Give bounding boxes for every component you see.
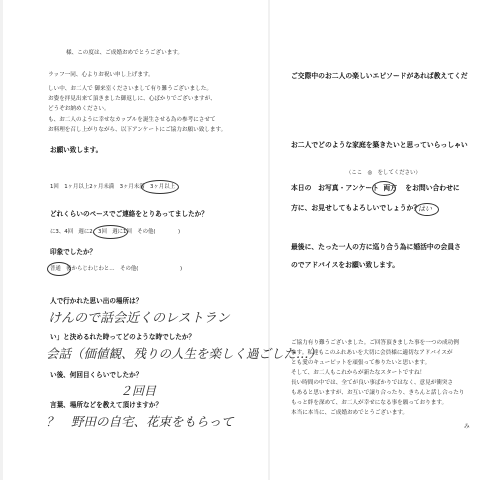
q5-handwritten-answer: 会話（価値観、残りの人生を楽しく過ごした…） [46,346,322,361]
thanks-line: 本当に本当に、ご成婚おめでとうございます。 [291,410,409,416]
thanks-line: そして、お二人もこれからが新たなスタートですね！ [291,370,426,376]
q4-label: 人で行かれた思い出の場所は？ [50,297,143,305]
thanks-line: とも愛のキューピットを頑張って参りたいと思います。 [291,360,431,366]
right-survey-page [270,0,480,480]
q3-label: 印象でしたか？ [50,248,97,256]
q4-handwritten-answer: けんので話会近くのレストラン [48,311,230,326]
signature: み [464,424,470,430]
q7-label: 言葉、場所などを教えて頂けますか？ [50,401,163,409]
q2-answer-circle [93,225,128,239]
last-message-line2: のでアドバイスをお願い致します。 [291,261,400,269]
check-note: （ここ ◎ をしてください） [346,170,421,176]
q5-label: い」と決めるれた時ってどのような時でしたか？ [50,333,196,341]
q1-answer-circle [141,180,179,194]
intro-line: お姿を拝見出来て頂きました御返しに、心ばかりでございますが、 [48,96,216,102]
thanks-line: 長い時間の中では、全てが良い事ばかりではなく、意見が衝突さ [291,380,454,386]
closing-request: お願い致します。 [50,146,103,154]
family-question: お二人でどのような家庭を築きたいと思っていらっしゃい [291,141,468,149]
greeting-line: 様、この度は、ご成婚おめでとうございます。 [66,50,184,56]
photo-question-line2: 方に、お見せしてもよろしいでしょうか？ [291,204,421,212]
photo-question-prefix: 本日の お写真・アンケート [291,184,379,192]
q2-options: に3、4回 週に2、3回 週に1回 その他( [50,229,156,235]
q3-options: 普通 後からじわじわと… その他( [50,266,139,272]
intro-line: どうぞお納めください。 [48,106,110,112]
intro-line: お料理を召し上がりながら、以下アンケートにご協力お願い致します。 [48,127,227,133]
episode-question: ご交際中のお二人の楽しいエピソードがあれば教えてくだ [291,72,468,80]
thanks-line: ご協力有り難うございました。ご回答頂きました事を一つの成功例 [291,340,459,346]
q3-paren-close: ) [180,266,183,272]
last-message-line1: 最後に、たった一人の方に巡り合う為に婚活中の会員さ [291,243,461,251]
intro-line: しい中、お二人で 御来室くださいまして有り難うございました。 [48,86,212,92]
photo-handwritten-answer: はい [418,205,432,213]
q6-handwritten-answer: ２回目 [120,384,157,398]
intro-line: も、お二人のように幸せなカップルを誕生させる為の参考にさせて [48,117,216,123]
q2-label: どれくらいのペースでご連絡をとりあってましたか？ [50,210,208,218]
photo-question-suffix: をお問い合わせに [405,184,460,192]
photo-question-circled-option: 両方 [383,184,397,192]
q7-handwritten-answer: ？ 野田の自宅、花束をもらって [46,414,234,429]
intro-line: ラッフ一同、心よりお祝い申し上げます。 [48,72,154,78]
thanks-line: もあると思いますが、お互いで譲り合ったり、きちんと話し合ったり [291,390,465,396]
q3-answer-circle [47,262,71,276]
q1-options: 1回 1ヶ月以上2ヶ月未満 3ヶ月未満 3ヶ月以上 [50,184,175,190]
q2-paren-close: ) [178,229,181,235]
q6-label: い後、何回目くらいでしたか？ [50,371,143,379]
photo-answer-circle-2 [415,203,439,216]
thanks-line: ます。私達もこのふれあいを大切に会員様に適切なアドバイスが [291,350,453,356]
thanks-line: もっと絆を深めて、お二人が幸せになる事を願っております。 [291,400,448,406]
photo-answer-circle [372,181,396,196]
scan-shadow [0,0,3,480]
